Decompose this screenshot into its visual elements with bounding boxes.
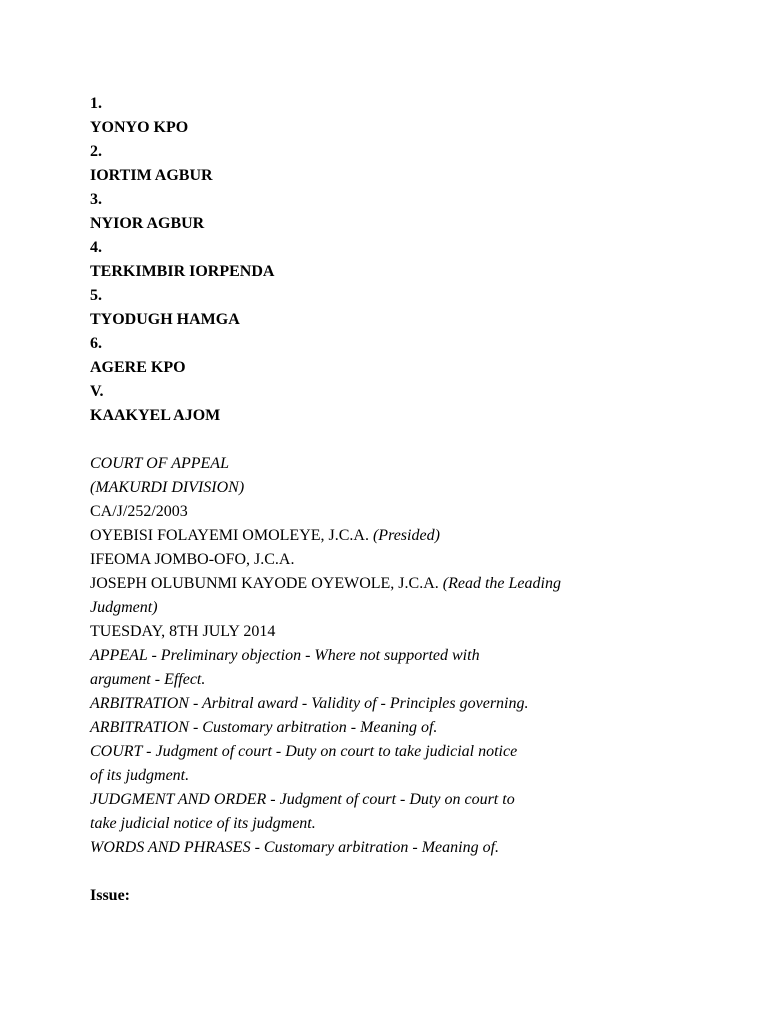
- justice-line: [90, 548, 690, 572]
- party-name: NYIOR AGBUR: [90, 215, 205, 232]
- document-page: [90, 92, 690, 908]
- party-name: YONYO KPO: [90, 119, 189, 136]
- catchword-line: ARBITRATION - Customary arbitration - Meaning of.: [90, 719, 438, 736]
- party-number: 1.: [90, 95, 102, 112]
- catchword-line: APPEAL - Preliminary objection - Where not supported with: [90, 647, 480, 664]
- justice-name: IFEOMA JOMBO-OFO, J.C.A.: [90, 551, 295, 568]
- catchword-line: of its judgment.: [90, 767, 190, 784]
- catchword-line: WORDS AND PHRASES - Customary arbitration - Meaning of.: [90, 839, 500, 856]
- judgment-date: TUESDAY, 8TH JULY 2014: [90, 623, 276, 640]
- case-number: CA/J/252/2003: [90, 503, 188, 520]
- party-number: 3.: [90, 191, 102, 208]
- catchword-line: JUDGMENT AND ORDER - Judgment of court - Duty on court to: [90, 791, 515, 808]
- party-name: TERKIMBIR IORPENDA: [90, 263, 275, 280]
- justice-line: [90, 572, 690, 596]
- court-name: COURT OF APPEAL: [90, 455, 229, 472]
- justice-name: JOSEPH OLUBUNMI KAYODE OYEWOLE, J.C.A.: [90, 575, 443, 592]
- party-number: 6.: [90, 335, 102, 352]
- catchword-line: COURT - Judgment of court - Duty on court to take judicial notice: [90, 743, 518, 760]
- catchword-line: ARBITRATION - Arbitral award - Validity of - Principles governing.: [90, 695, 529, 712]
- catchword-line: argument - Effect.: [90, 671, 206, 688]
- catchword-line: take judicial notice of its judgment.: [90, 815, 316, 832]
- spacer: [90, 860, 690, 884]
- party-number: 4.: [90, 239, 102, 256]
- party-name: IORTIM AGBUR: [90, 167, 213, 184]
- party-name: AGERE KPO: [90, 359, 186, 376]
- spacer: [90, 428, 690, 452]
- versus-label: V.: [90, 383, 104, 400]
- party-name: TYODUGH HAMGA: [90, 311, 240, 328]
- issue-heading: Issue:: [90, 887, 131, 904]
- justice-line: [90, 524, 690, 548]
- court-division: (MAKURDI DIVISION): [90, 479, 245, 496]
- party-number: 2.: [90, 143, 102, 160]
- party-number: 5.: [90, 287, 102, 304]
- justice-name: OYEBISI FOLAYEMI OMOLEYE, J.C.A.: [90, 527, 373, 544]
- justice-note-continued: Judgment): [90, 599, 158, 616]
- respondent-name: KAAKYEL AJOM: [90, 407, 221, 424]
- justice-note: (Presided): [372, 527, 440, 544]
- justice-note: (Read the Leading: [442, 575, 561, 592]
